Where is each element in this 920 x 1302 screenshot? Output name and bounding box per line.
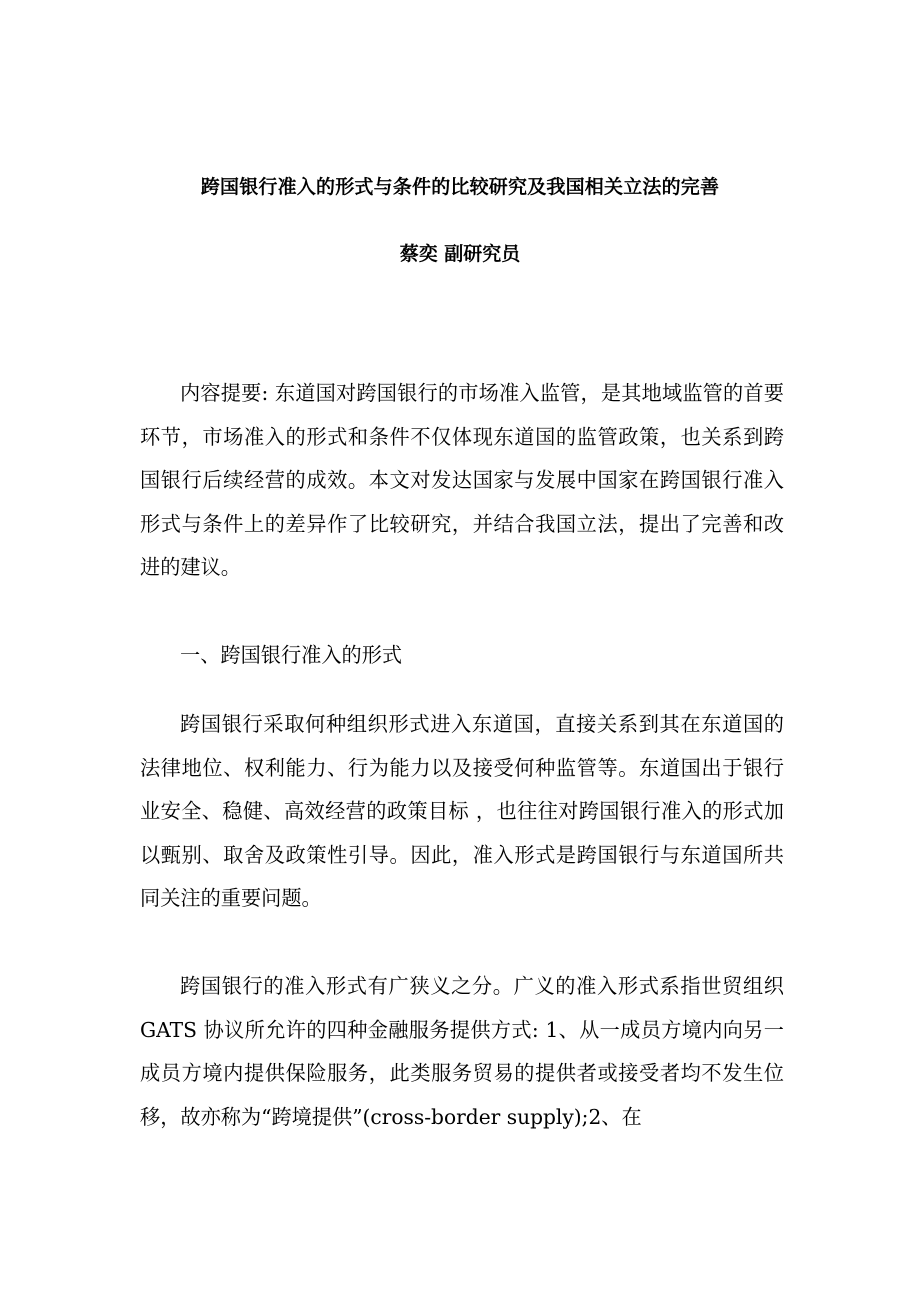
document-title: 跨国银行准入的形式与条件的比较研究及我国相关立法的完善 [200, 176, 720, 198]
section-heading: 一、跨国银行准入的形式 [180, 643, 403, 667]
abstract-paragraph: 内容提要: 东道国对跨国银行的市场准入监管，是其地域监管的首要环节，市场准入的形式和条件不仅体现东道国的监管政策，也关系到跨国银行后续经营的成效。本文对发达国家与发展中国家在跨国银行准入形式与条件上的差异作了比较研究，并结合我国立法，提出了完善和改进的建议。 [140, 381, 784, 579]
body-paragraph: 跨国银行采取何种组织形式进入东道国，直接关系到其在东道国的法律地位、权利能力、行为能力以及接受何种监管等。东道国出于银行业安全、稳健、高效经营的政策目标 ，也往往对跨国银行准入的形式加以甄别、取舍及政策性引导。因此，准入形式是跨国银行与东道国所共同关注的重要问题。 [140, 712, 784, 910]
author-line: 蔡奕 副研究员 [399, 243, 521, 265]
body-paragraph: 跨国银行的准入形式有广狭义之分。广义的准入形式系指世贸组织 GATS 协议所允许的四种金融服务提供方式: 1、从一成员方境内向另一成员方境内提供保险服务，此类服务贸易的提供者或接受者均不发生位移，故亦称为“跨境提供”(cross-border supply);2、在 [140, 974, 784, 1129]
